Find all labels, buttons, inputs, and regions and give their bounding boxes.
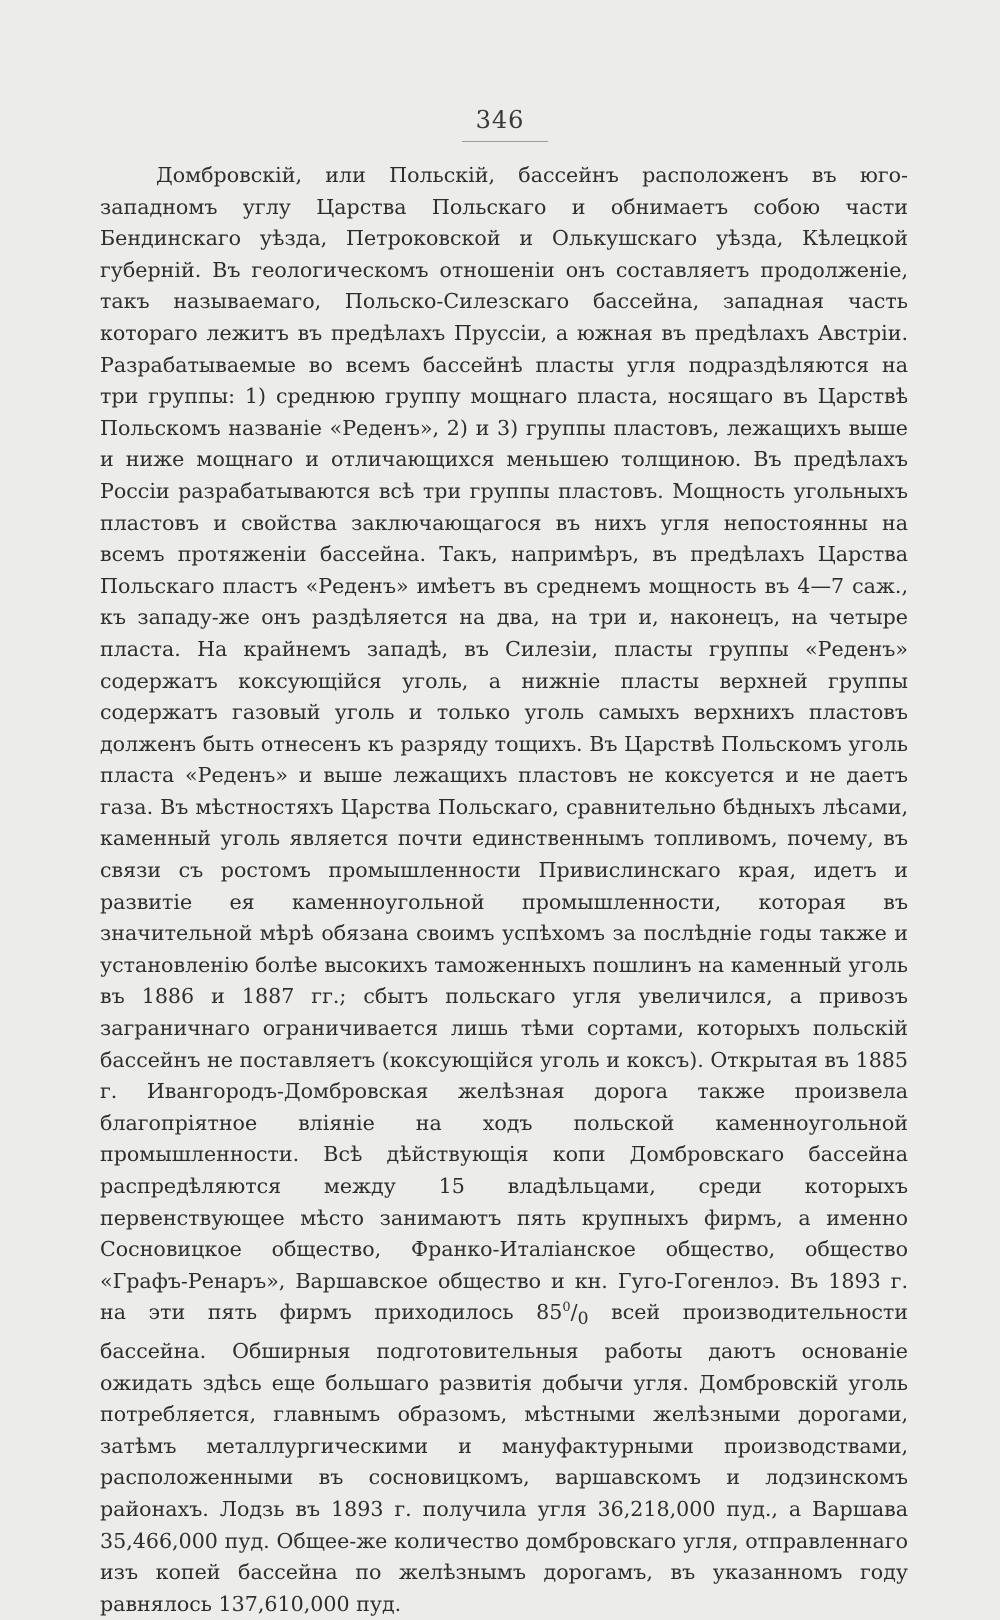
percent-sign-upper: 0 (562, 1300, 571, 1316)
body-paragraph (100, 160, 908, 1620)
paragraph-text-part-1: Домбровскій, или Польскій, бассейнъ расположенъ въ юго-западномъ углу Царства Польскаго и обнимаетъ собою части Бендинскаго уѣзда, Петроковской и Олькушскаго уѣзда, Кѣлецкой губерній. Въ геологическомъ отношеніи онъ составляетъ продолженіе, такъ называемаго, Польско-Силезскаго бассейна, западная часть котораго лежитъ въ предѣлахъ Пруссіи, а южная въ предѣлахъ Австріи. Разрабатываемые во всемъ бассейнѣ пласты угля подраздѣляются на три группы: 1) среднюю группу мощнаго пласта, носящаго въ Царствѣ Польскомъ названіе «Реденъ», 2) и 3) группы пластовъ, лежащихъ выше и ниже мощнаго и отличающихся меньшею толщиною. Въ предѣлахъ Россіи разрабатываются всѣ три группы пластовъ. Мощность угольныхъ пластовъ и свойства заключающагося въ нихъ угля непостоянны на всемъ протяженіи бассейна. Такъ, напримѣръ, въ предѣлахъ Царства Польскаго пластъ «Реденъ» имѣетъ въ среднемъ мощность въ 4—7 саж., къ западу-же онъ раздѣляется на два, на три и, наконецъ, на четыре пласта. На крайнемъ западѣ, въ Силезіи, пласты группы «Реденъ» содержатъ коксующійся уголь, а нижніе пласты верхней группы содержатъ газовый уголь и только уголь самыхъ верхнихъ пластовъ долженъ быть отнесенъ къ разряду тощихъ. Въ Царствѣ Польскомъ уголь пласта «Реденъ» и выше лежащихъ пластовъ не коксуется и не даетъ газа. Въ мѣстностяхъ Царства Польскаго, сравнительно бѣдныхъ лѣсами, каменный уголь является почти единственнымъ топливомъ, почему, въ связи съ ростомъ промышленности Привислинскаго края, идетъ и развитіе ея каменноугольной промышленности, которая въ значительной мѣрѣ обязана своимъ успѣхомъ за послѣдніе годы также и установленію болѣе высокихъ таможенныхъ пошлинъ на каменный уголь въ 1886 и 1887 гг.; сбытъ польскаго угля увеличился, а привозъ заграничнаго ограничивается лишь тѣми сортами, которыхъ польскій бассейнъ не поставляетъ (коксующійся уголь и коксъ). Открытая въ 1885 г. Ивангородъ-Домбровская желѣзная дорога также произвела благопріятное вліяніе на ходъ польской каменноугольной промышленности. Всѣ дѣйствующія копи Домбровскаго бассейна распредѣляются между 15 владѣльцами, среди которыхъ первенствующее мѣсто занимаютъ пять крупныхъ фирмъ, а именно Сосновицкое общество, Франко-Италіанское общество, общество «Графъ-Ренаръ», Варшавское общество и кн. Гуго-Гогенлоэ. Въ 1893 г. на эти пять фирмъ приходилось 85 (100, 163, 908, 1325)
header-rule (462, 141, 548, 142)
percent-sign-slash: / (570, 1300, 578, 1325)
paragraph-text-part-2: всей производительности бассейна. Обширныя подготовительныя работы даютъ основаніе ожидать здѣсь еще большаго развитія добычи угля. Домбровскій уголь потребляется, главнымъ образомъ, мѣстными желѣзными дорогами, затѣмъ металлургическими и мануфактурными производствами, расположенными въ сосновицкомъ, варшавскомъ и лодзинскомъ районахъ. Лодзь въ 1893 г. получила угля 36,218,000 пуд., а Варшава 35,466,000 пуд. Общее-же количество домбровскаго угля, отправленнаго изъ копей бассейна по желѣзнымъ дорогамъ, въ указанномъ году равнялось 137,610,000 пуд. (100, 1300, 909, 1616)
page-number: 346 (475, 106, 525, 134)
percent-sign-lower: 0 (577, 1309, 589, 1330)
